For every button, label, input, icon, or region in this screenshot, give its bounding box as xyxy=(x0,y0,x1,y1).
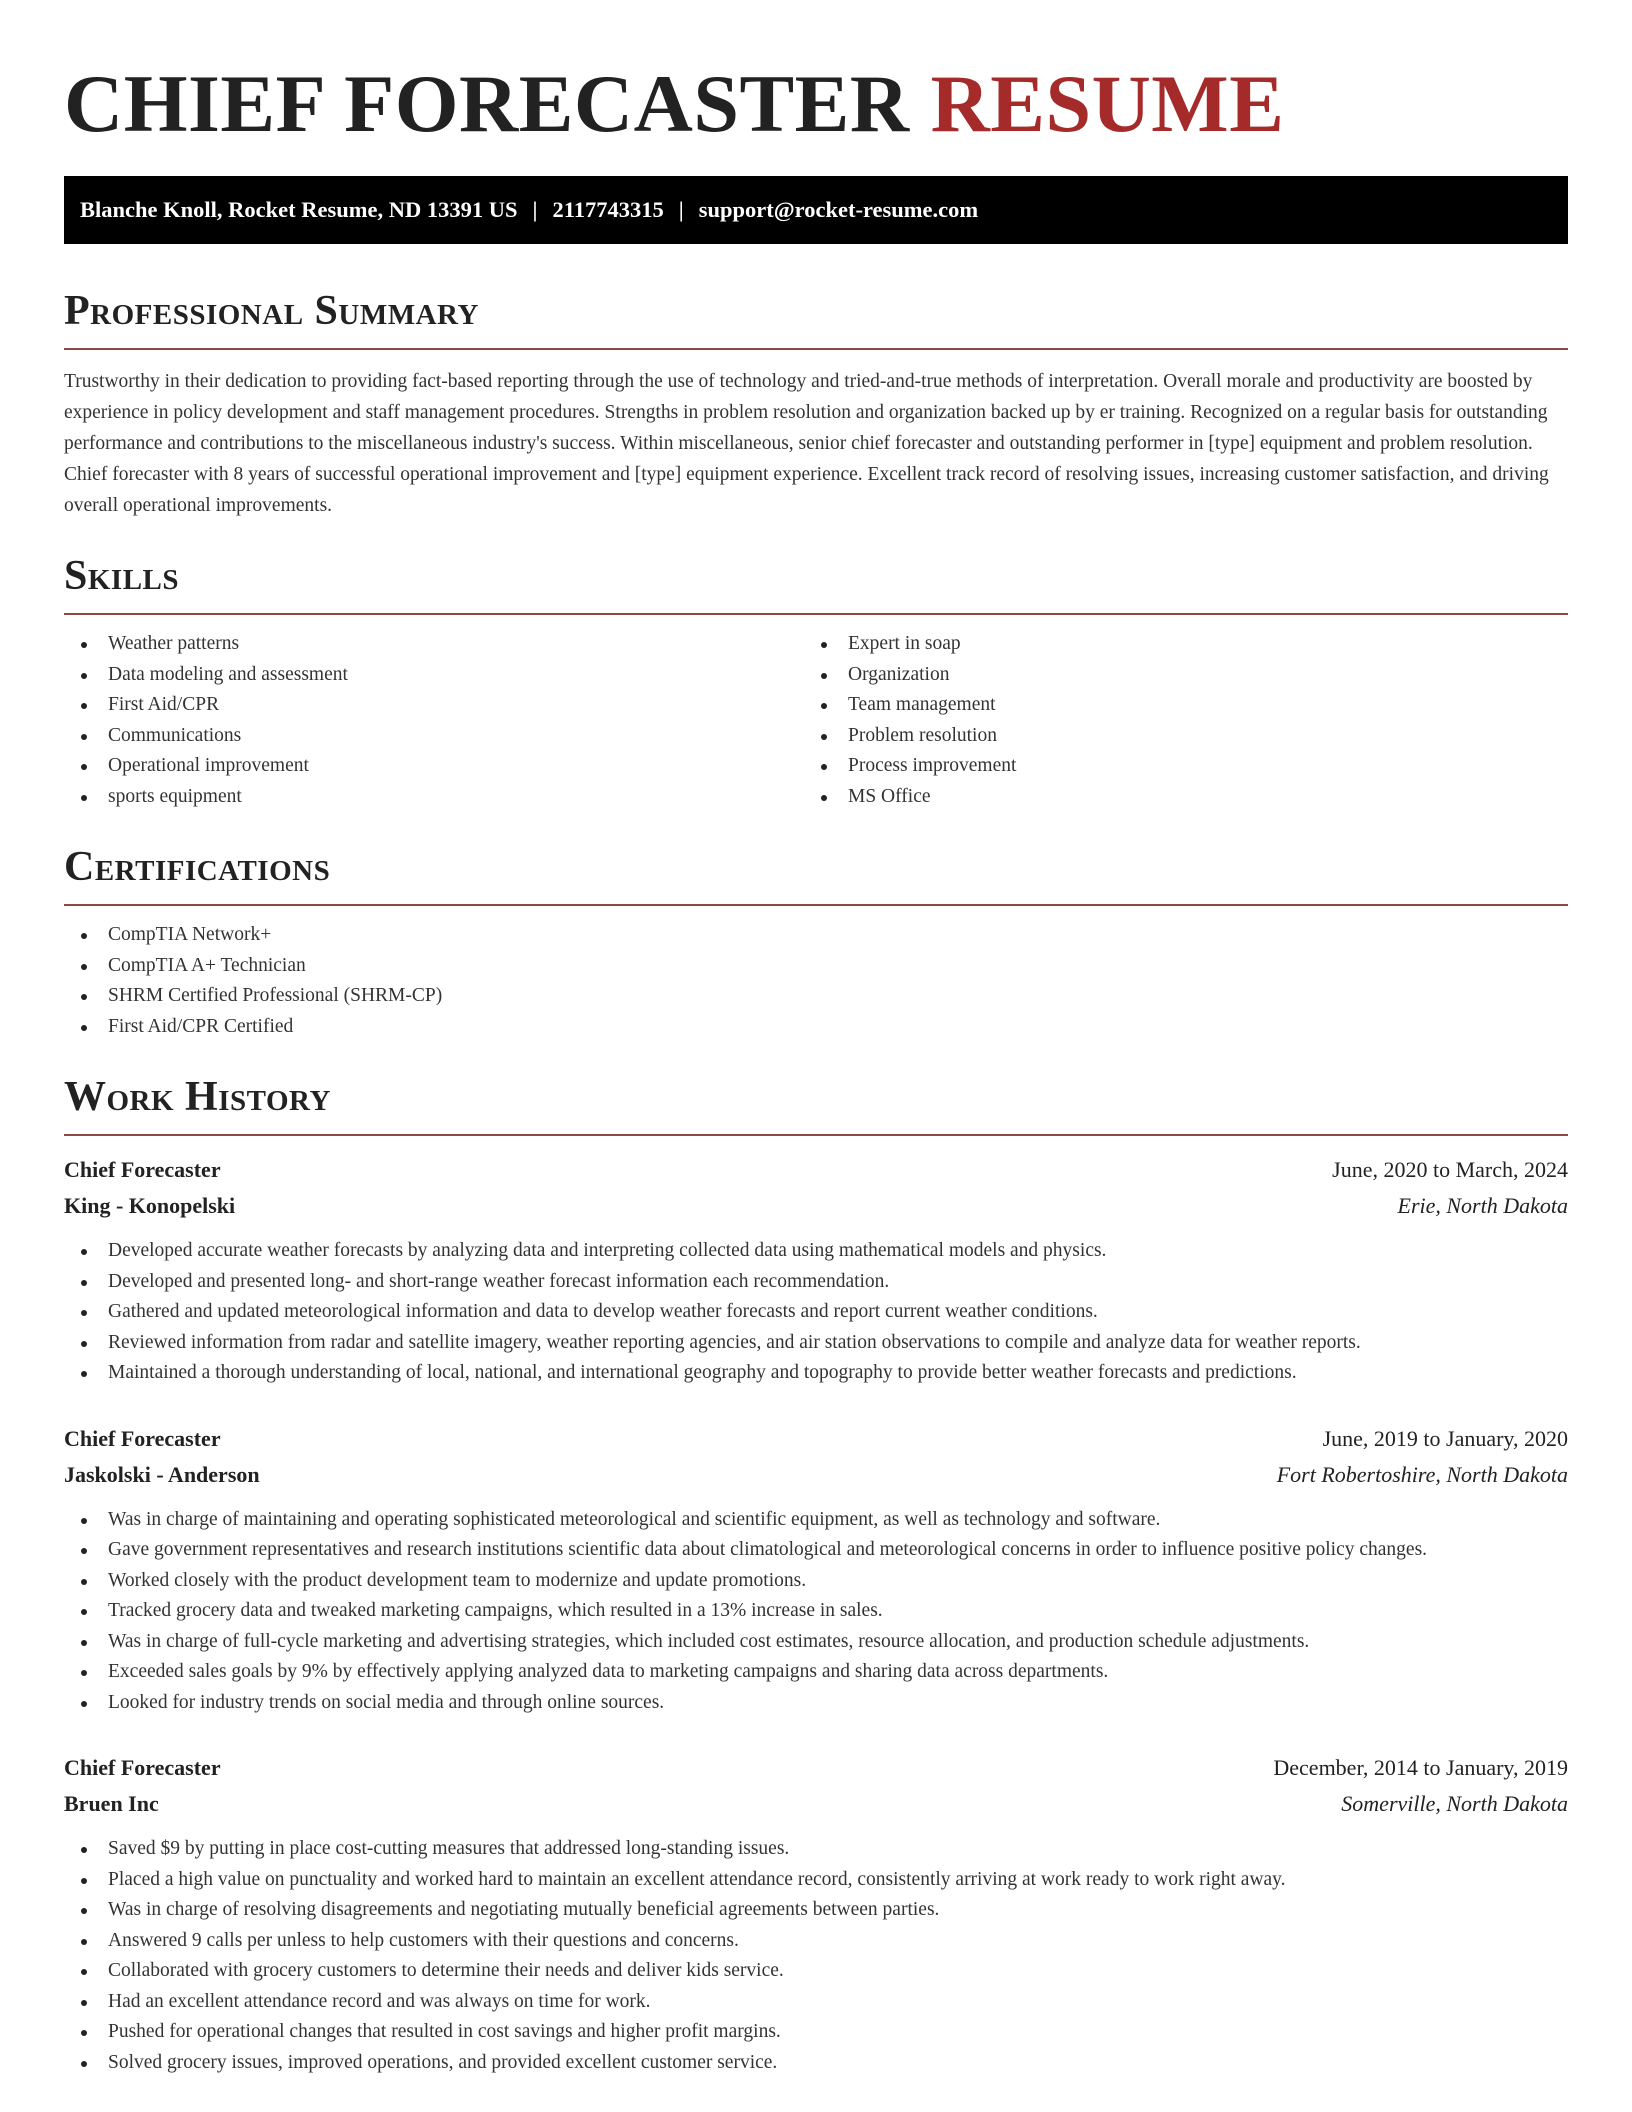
job-bullet: Maintained a thorough understanding of local, national, and international geography and topography to provide better weather forecasts and predictions. xyxy=(64,1358,1568,1389)
skill-item: Team management xyxy=(804,690,1568,721)
job-bullet: Collaborated with grocery customers to determine their needs and deliver kids service. xyxy=(64,1956,1568,1987)
summary-text: Trustworthy in their dedication to providing fact-based reporting through the use of technology and tried-and-true methods of interpretation. Overall morale and productivity are boosted by experience in policy development and staff management procedures. Strengths in problem resolution and organization backed up by er training. Recognized on a regular basis for outstanding performance and contributions to the miscellaneous industry's success. Within miscellaneous, senior chief forecaster and outstanding performer in [type] equipment and problem resolution. Chief forecaster with 8 years of successful operational improvement and [type] equipment experience. Excellent track record of resolving issues, increasing customer satisfaction, and driving overall operational improvements. xyxy=(64,371,1549,516)
skill-item: Data modeling and assessment xyxy=(64,660,804,691)
job-bullet: Had an excellent attendance record and was always on time for work. xyxy=(64,1987,1568,2018)
skills-list-right xyxy=(804,629,1568,812)
job-dates: December, 2014 to January, 2019 xyxy=(1273,1755,1568,1780)
job-bullet: Gathered and updated meteorological information and data to develop weather forecasts and report current weather conditions. xyxy=(64,1297,1568,1328)
job-bullet: Pushed for operational changes that resulted in cost savings and higher profit margins. xyxy=(64,2017,1568,2048)
contact-bar xyxy=(64,176,1568,244)
job-company: King - Konopelski xyxy=(64,1193,236,1218)
skill-item: Weather patterns xyxy=(64,629,804,660)
section-divider xyxy=(64,904,1568,906)
skill-item: First Aid/CPR xyxy=(64,690,804,721)
job-location: Fort Robertoshire, North Dakota xyxy=(1276,1461,1568,1487)
section-divider xyxy=(64,613,1568,615)
summary-heading: Professional Summary xyxy=(64,288,479,334)
contact-address: Blanche Knoll, Rocket Resume, ND 13391 US xyxy=(80,197,518,222)
certification-item: First Aid/CPR Certified xyxy=(64,1012,1568,1043)
skill-item: Communications xyxy=(64,721,804,752)
job-entry xyxy=(64,1421,1568,1719)
job-bullet: Gave government representatives and research institutions scientific data about climatological and meteorological concerns in order to influence positive policy changes. xyxy=(64,1535,1568,1566)
job-entry xyxy=(64,1152,1568,1389)
skills-list-left xyxy=(64,629,804,812)
certification-item: CompTIA A+ Technician xyxy=(64,951,1568,982)
job-header-row xyxy=(64,1152,1568,1188)
job-bullet: Tracked grocery data and tweaked marketing campaigns, which resulted in a 13% increase in sales. xyxy=(64,1596,1568,1627)
job-company-row xyxy=(64,1457,1568,1493)
certifications-section xyxy=(64,842,1568,1042)
job-bullet: Was in charge of maintaining and operating sophisticated meteorological and scientific equipment, as well as technology and software. xyxy=(64,1505,1568,1536)
job-location: Erie, North Dakota xyxy=(1397,1193,1568,1218)
job-bullet: Saved $9 by putting in place cost-cutting measures that addressed long-standing issues. xyxy=(64,1834,1568,1865)
job-bullet: Solved grocery issues, improved operations, and provided excellent customer service. xyxy=(64,2048,1568,2079)
job-bullet: Was in charge of full-cycle marketing and advertising strategies, which included cost estimates, resource allocation, and production schedule adjustments. xyxy=(64,1627,1568,1658)
certifications-heading: Certifications xyxy=(64,844,331,890)
skill-item: Operational improvement xyxy=(64,751,804,782)
job-company-row xyxy=(64,1188,1568,1224)
skill-item: Expert in soap xyxy=(804,629,1568,660)
job-bullet: Answered 9 calls per unless to help customers with their questions and concerns. xyxy=(64,1926,1568,1957)
job-bullet: Looked for industry trends on social media and through online sources. xyxy=(64,1688,1568,1719)
work-history-heading: Work History xyxy=(64,1074,331,1120)
skills-heading: Skills xyxy=(64,553,180,599)
skill-item: sports equipment xyxy=(64,782,804,813)
title-accent: RESUME xyxy=(930,58,1285,149)
job-title: Chief Forecaster xyxy=(64,1755,221,1780)
work-history-section xyxy=(64,1072,1568,2078)
section-divider xyxy=(64,1134,1568,1136)
job-dates: June, 2019 to January, 2020 xyxy=(1322,1425,1568,1451)
contact-email: support@rocket-resume.com xyxy=(698,197,979,222)
certifications-list xyxy=(64,920,1568,1042)
job-location: Somerville, North Dakota xyxy=(1341,1791,1568,1816)
job-responsibilities xyxy=(64,1236,1568,1389)
job-title: Chief Forecaster xyxy=(64,1425,221,1451)
certification-item: SHRM Certified Professional (SHRM-CP) xyxy=(64,981,1568,1012)
skills-grid xyxy=(64,629,1568,812)
job-bullet: Exceeded sales goals by 9% by effectively applying analyzed data to marketing campaigns and sharing data across departments. xyxy=(64,1657,1568,1688)
job-company: Bruen Inc xyxy=(64,1791,159,1816)
job-company: Jaskolski - Anderson xyxy=(64,1461,260,1487)
job-responsibilities xyxy=(64,1834,1568,2078)
skill-item: MS Office xyxy=(804,782,1568,813)
job-bullet: Worked closely with the product development team to modernize and update promotions. xyxy=(64,1566,1568,1597)
certification-item: CompTIA Network+ xyxy=(64,920,1568,951)
job-bullet: Was in charge of resolving disagreements and negotiating mutually beneficial agreements between parties. xyxy=(64,1895,1568,1926)
job-bullet: Developed and presented long- and short-range weather forecast information each recommendation. xyxy=(64,1267,1568,1298)
contact-separator: | xyxy=(532,197,538,222)
job-company-row xyxy=(64,1786,1568,1822)
job-dates: June, 2020 to March, 2024 xyxy=(1332,1157,1568,1182)
skill-item: Problem resolution xyxy=(804,721,1568,752)
job-title: Chief Forecaster xyxy=(64,1157,221,1182)
contact-phone: 2117743315 xyxy=(552,197,664,222)
job-entry xyxy=(64,1750,1568,2078)
job-bullet: Developed accurate weather forecasts by analyzing data and interpreting collected data using mathematical models and physics. xyxy=(64,1236,1568,1267)
section-divider xyxy=(64,348,1568,350)
skill-item: Process improvement xyxy=(804,751,1568,782)
job-bullet: Reviewed information from radar and satellite imagery, weather reporting agencies, and air station observations to compile and analyze data for weather reports. xyxy=(64,1328,1568,1359)
job-responsibilities xyxy=(64,1505,1568,1719)
summary-section xyxy=(64,286,1568,521)
contact-separator: | xyxy=(678,197,684,222)
job-header-row xyxy=(64,1750,1568,1786)
skill-item: Organization xyxy=(804,660,1568,691)
job-bullet: Placed a high value on punctuality and worked hard to maintain an excellent attendance record, consistently arriving at work ready to work right away. xyxy=(64,1865,1568,1896)
job-header-row xyxy=(64,1421,1568,1457)
title-main: CHIEF FORECASTER xyxy=(64,58,910,149)
page-title xyxy=(64,54,1568,154)
skills-section xyxy=(64,551,1568,812)
